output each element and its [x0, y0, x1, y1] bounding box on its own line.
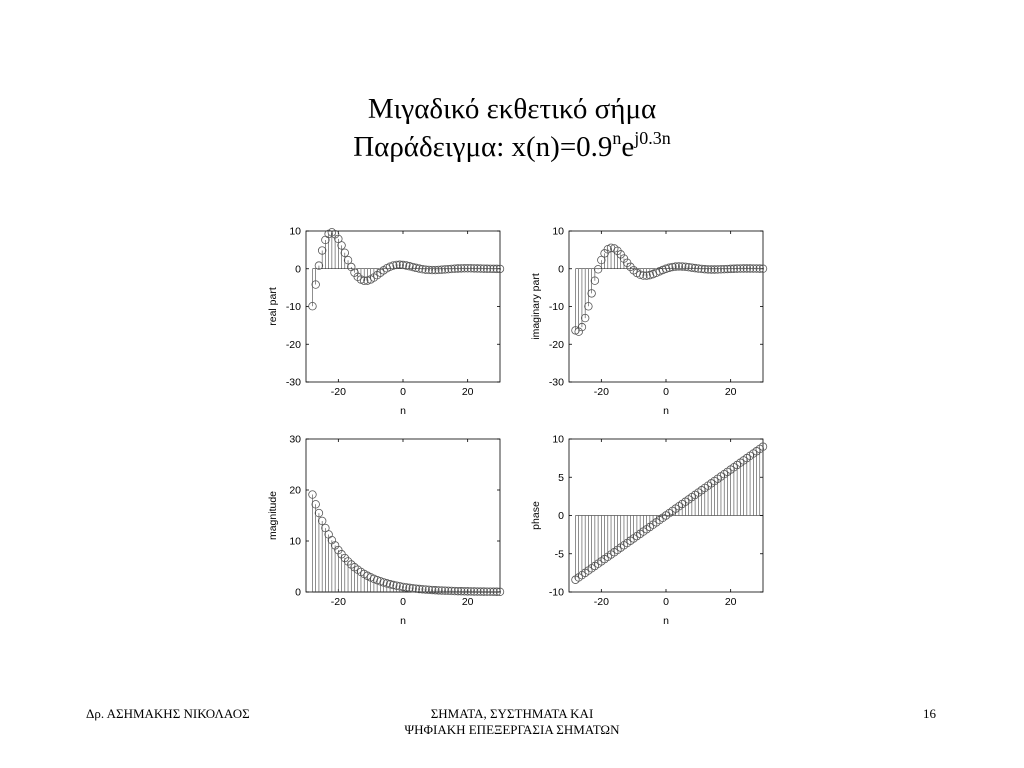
y-tick-label: 10	[289, 225, 301, 238]
slide-title-text: Μιγαδικό εκθετικό σήμα	[367, 93, 657, 125]
x-tick-label: -20	[330, 386, 346, 398]
footer-course-line2: ΨΗΦΙΑΚΗ ΕΠΕΞΕΡΓΑΣΙΑ ΣΗΜΑΤΩΝ	[404, 722, 620, 737]
y-tick-label: -10	[548, 586, 564, 599]
x-tick-label: 20	[724, 596, 737, 608]
y-tick-label: -10	[548, 301, 564, 313]
plot-real	[267, 226, 504, 418]
x-tick-label: -20	[593, 596, 609, 608]
y-axis-label: real part	[267, 287, 279, 326]
footer-course	[312, 706, 712, 738]
x-tick-label: -20	[330, 596, 346, 608]
x-tick-label: 0	[400, 596, 406, 608]
subtitle-base-e: e	[621, 131, 635, 163]
subtitle-exponent-j: j0.3n	[634, 128, 671, 148]
y-tick-label: 5	[558, 471, 564, 484]
plot-magnitude	[267, 434, 504, 628]
y-tick-label: 0	[558, 263, 564, 276]
y-tick-label: -20	[285, 338, 301, 351]
footer-page-number: 16	[923, 706, 936, 721]
y-tick-label: 10	[552, 225, 564, 238]
x-axis-label: n	[400, 615, 406, 627]
y-tick-label: 20	[289, 484, 301, 497]
x-axis-label: n	[663, 615, 669, 627]
footer-course-line1: ΣΗΜΑΤΑ, ΣΥΣΤΗΜΑΤΑ ΚΑΙ	[430, 706, 594, 721]
y-tick-label: -5	[554, 548, 564, 561]
subtitle-exponent-n: n	[612, 128, 622, 148]
x-tick-label: 20	[461, 596, 474, 608]
plot-imag	[530, 226, 767, 418]
y-axis-label: imaginary part	[530, 273, 542, 340]
x-tick-label: 20	[461, 386, 474, 398]
y-tick-label: 10	[289, 535, 301, 548]
footer-author: Δρ. ΑΣΗΜΑΚΗΣ ΝΙΚΟΛΑΟΣ	[86, 706, 250, 721]
y-axis-label: magnitude	[267, 490, 279, 541]
x-axis-label: n	[663, 405, 669, 417]
y-tick-label: 0	[558, 510, 564, 522]
y-tick-label: 30	[289, 433, 301, 446]
x-tick-label: -20	[593, 386, 609, 398]
x-tick-label: 0	[663, 596, 669, 608]
x-tick-label: 0	[400, 386, 406, 398]
y-tick-label: -20	[548, 338, 564, 351]
y-tick-label: -30	[548, 376, 564, 389]
y-tick-label: 0	[295, 586, 301, 599]
subtitle-prefix: Παράδειγμα: x(n)=0.9	[353, 131, 613, 163]
plot-frame	[569, 231, 763, 382]
plot-phase	[530, 434, 767, 628]
x-tick-label: 20	[724, 386, 737, 398]
y-tick-label: 10	[552, 433, 564, 446]
x-tick-label: 0	[663, 386, 669, 398]
y-axis-label: phase	[530, 501, 542, 530]
y-tick-label: 0	[295, 263, 301, 276]
x-axis-label: n	[400, 405, 406, 417]
y-tick-label: -10	[285, 301, 301, 313]
y-tick-label: -30	[285, 376, 301, 389]
